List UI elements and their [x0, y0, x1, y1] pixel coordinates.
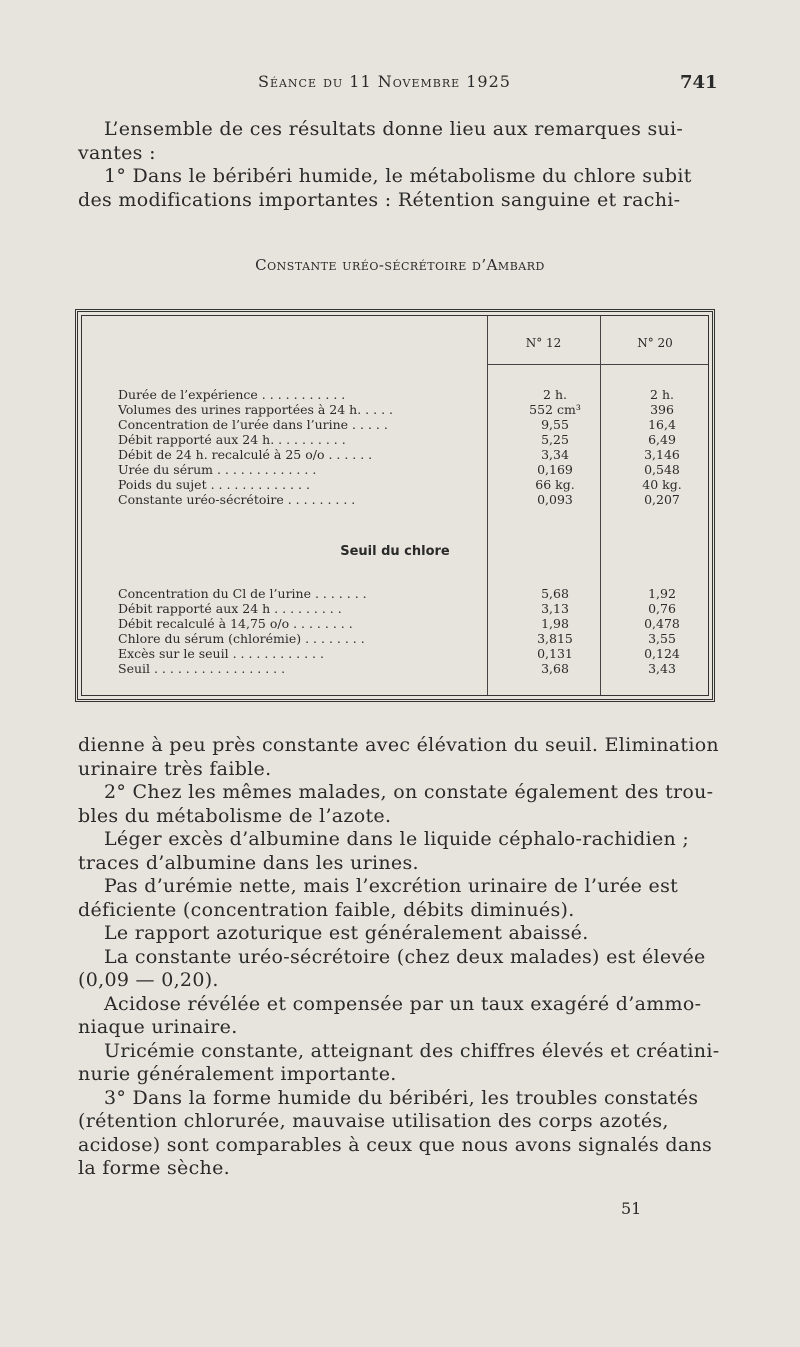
table-row [82, 601, 708, 617]
text-line: 1° Dans le béribéri humide, le métabolisme du chlore subit [104, 165, 692, 187]
signature-mark: 51 [621, 1199, 642, 1218]
value-n20: 40 kg. [642, 477, 682, 492]
value-n12: 0,093 [537, 492, 573, 507]
table-inner-frame [81, 315, 709, 696]
text-line: Le rapport azoturique est généralement abaissé. [104, 922, 589, 944]
page-header [0, 72, 800, 100]
table-row [82, 661, 708, 677]
value-n12: 3,13 [541, 601, 569, 616]
text-line: L’ensemble de ces résultats donne lieu aux remarques sui- [104, 118, 684, 140]
text-line: Acidose révélée et compensée par un taux exagéré d’ammo- [104, 992, 702, 1015]
header-rule [487, 364, 708, 365]
value-n12: 5,25 [541, 432, 569, 447]
value-n12: 1,98 [541, 616, 569, 631]
value-n20: 0,548 [644, 462, 680, 477]
value-n20: 0,478 [644, 616, 680, 631]
value-n12: 2 h. [543, 387, 567, 402]
text-line: déficiente (concentration faible, débits diminués). [78, 898, 575, 921]
text-line: 3° Dans la forme humide du béribéri, les troubles constatés [104, 1086, 699, 1109]
row-label: Excès sur le seuil . . . . . . . . . . . . [118, 646, 324, 661]
text-line: nurie généralement importante. [78, 1063, 397, 1085]
data-table [75, 309, 715, 702]
text-line: (rétention chlorurée, mauvaise utilisation des corps azotés, [78, 1110, 669, 1132]
value-n20: 0,207 [644, 492, 680, 507]
value-n20: 3,146 [644, 447, 680, 462]
table-row [82, 586, 708, 602]
value-n20: 0,124 [644, 646, 680, 661]
table-row [82, 477, 708, 493]
table-row [82, 631, 708, 647]
column-header-n20: N° 20 [637, 336, 673, 350]
text-line: urinaire très faible. [78, 757, 272, 780]
value-n12: 0,131 [537, 646, 573, 661]
value-n20: 0,76 [648, 601, 676, 616]
row-label: Urée du sérum . . . . . . . . . . . . . [118, 462, 317, 477]
value-n20: 3,43 [648, 661, 676, 676]
value-n12: 3,815 [537, 631, 573, 646]
value-n20: 1,92 [648, 586, 676, 601]
row-label: Constante uréo-sécrétoire . . . . . . . . . [118, 492, 356, 507]
value-n20: 3,55 [648, 631, 676, 646]
table-title: Constante uréo-sécrétoire d’Ambard [255, 256, 545, 274]
text-line: 2° Chez les mêmes malades, on constate également des trou- [104, 781, 714, 803]
value-n12: 66 kg. [535, 477, 575, 492]
column-header-n12: N° 12 [525, 336, 562, 350]
text-line: niaque urinaire. [78, 1016, 238, 1038]
table-row [82, 616, 708, 632]
value-n12: 5,68 [541, 586, 569, 601]
table-row [82, 492, 708, 508]
text-line: Pas d’urémie nette, mais l’excrétion urinaire de l’urée est [104, 875, 679, 897]
table-row [82, 432, 708, 448]
text-line: des modifications importantes : Rétention sanguine et rachi- [78, 188, 681, 211]
row-label: Volumes des urines rapportées à 24 h. . . . . [118, 402, 393, 417]
text-line: La constante uréo-sécrétoire (chez deux malades) est élevée [104, 945, 706, 968]
table-row [82, 402, 708, 418]
row-label: Débit rapporté aux 24 h . . . . . . . . . [118, 601, 342, 616]
row-label: Concentration de l’urée dans l’urine . . . . . [118, 417, 388, 432]
row-label: Débit de 24 h. recalculé à 25 o/o . . . . . . [118, 447, 373, 462]
text-line: acidose) sont comparables à ceux que nous avons signalés dans [78, 1133, 713, 1156]
text-line: vantes : [78, 141, 156, 164]
row-label: Durée de l’expérience . . . . . . . . . . . [118, 387, 346, 402]
text-line: Léger excès d’albumine dans le liquide céphalo-rachidien ; [104, 828, 690, 850]
running-title: Séance du 11 Novembre 1925 [258, 72, 511, 91]
row-label: Poids du sujet . . . . . . . . . . . . . [118, 477, 310, 492]
value-n12: 3,34 [541, 447, 569, 462]
table-row [82, 462, 708, 478]
row-label: Débit rapporté aux 24 h. . . . . . . . . . [118, 432, 346, 447]
text-line: traces d’albumine dans les urines. [78, 851, 419, 874]
value-n20: 6,49 [648, 432, 676, 447]
value-n12: 9,55 [541, 417, 569, 432]
value-n12: 3,68 [541, 661, 569, 676]
row-label: Débit recalculé à 14,75 o/o . . . . . . . . [118, 616, 353, 631]
value-n20: 2 h. [650, 387, 674, 402]
text-line: (0,09 — 0,20). [78, 969, 219, 991]
intro-paragraph [78, 118, 724, 212]
value-n20: 396 [650, 402, 674, 417]
body-text [78, 734, 724, 1181]
text-line: Uricémie constante, atteignant des chiffres élevés et créatini- [104, 1039, 720, 1062]
page-number: 741 [680, 72, 718, 93]
row-label: Seuil . . . . . . . . . . . . . . . . . [118, 661, 286, 676]
table-row [82, 646, 708, 662]
text-line: la forme sèche. [78, 1157, 230, 1179]
value-n20: 16,4 [648, 417, 676, 432]
text-line: bles du métabolisme de l’azote. [78, 804, 392, 827]
text-line: dienne à peu près constante avec élévation du seuil. Elimination [78, 734, 719, 756]
table-row [82, 447, 708, 463]
row-label: Concentration du Cl de l’urine . . . . . . . [118, 586, 367, 601]
table-row [82, 387, 708, 403]
row-label: Chlore du sérum (chlorémie) . . . . . . . . [118, 631, 365, 646]
section-title: Seuil du chlore [340, 544, 450, 559]
value-n12: 0,169 [537, 462, 573, 477]
value-n12: 552 cm³ [529, 402, 581, 417]
table-row [82, 417, 708, 433]
